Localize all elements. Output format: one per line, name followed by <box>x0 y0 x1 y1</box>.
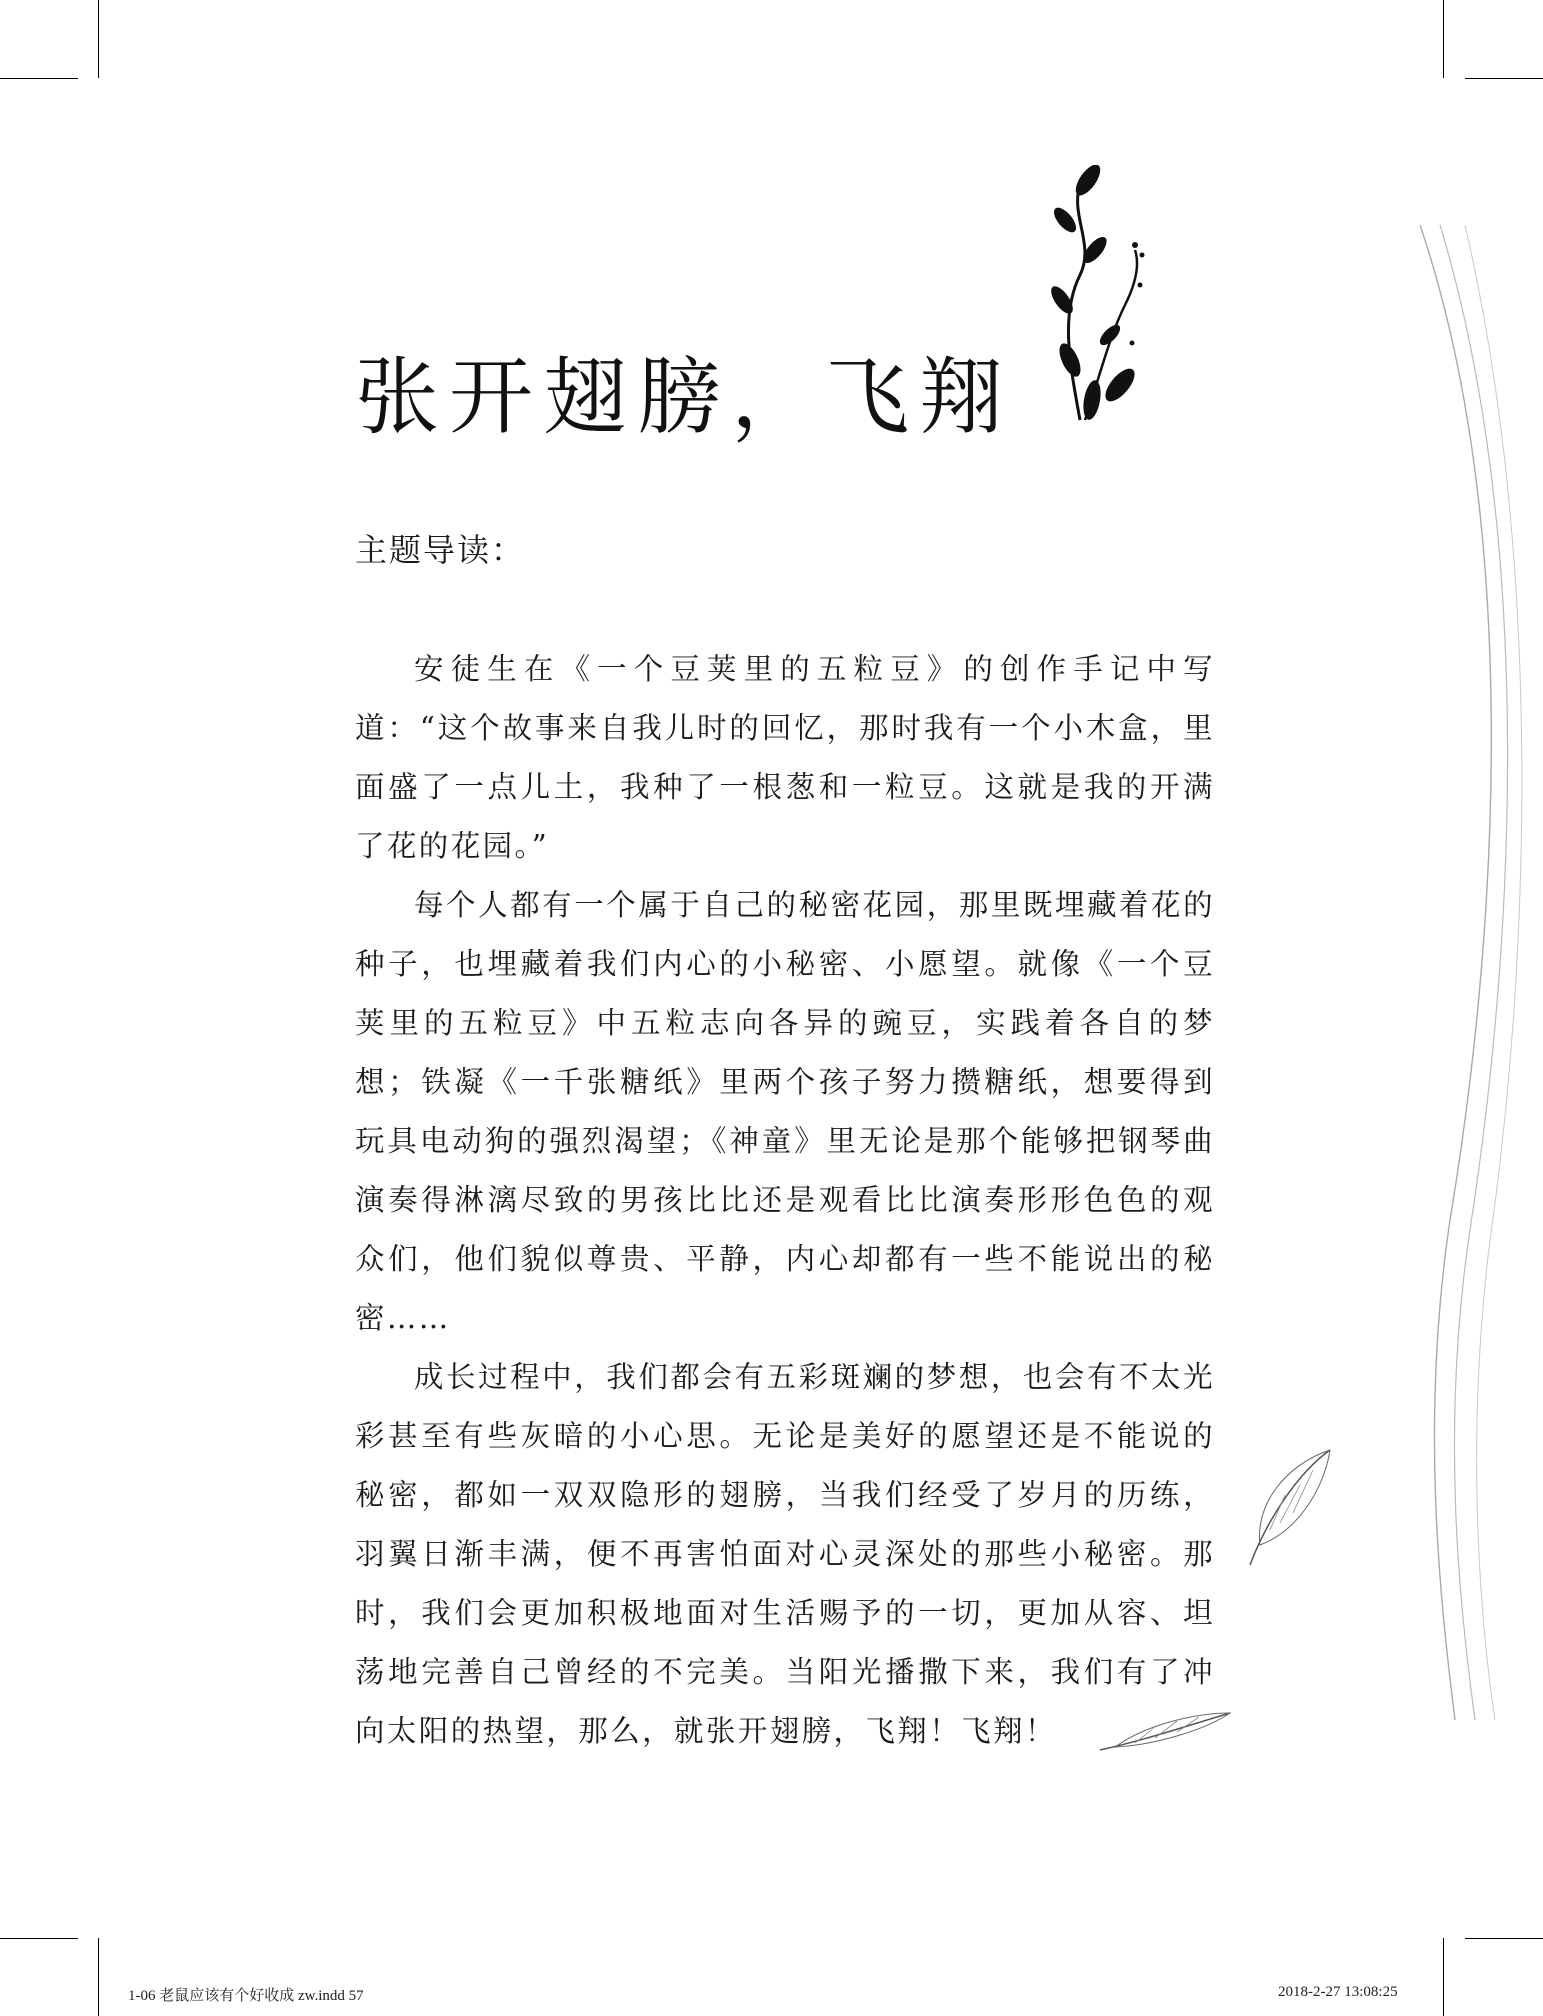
page-title: 张开翅膀，飞翔 <box>355 348 1014 446</box>
crop-mark-top-right-h <box>1465 78 1543 79</box>
body-text <box>355 640 1215 1761</box>
crop-mark-bottom-left-v <box>98 1938 99 2016</box>
vine-decoration <box>1040 165 1150 425</box>
crop-mark-bottom-right-v <box>1443 1938 1444 2016</box>
guide-label: 主题导读： <box>355 531 526 569</box>
feather-decoration-upper <box>1245 1445 1335 1570</box>
crop-mark-top-left-v <box>98 0 99 78</box>
crop-mark-bottom-right-h <box>1465 1938 1543 1939</box>
paragraph-2: 每个人都有一个属于自己的秘密花园，那里既埋藏着花的种子，也埋藏着我们内心的小秘密、小愿望。就像《一个豆荚里的五粒豆》中五粒志向各异的豌豆，实践着各自的梦想；铁凝《一千张糖纸》里两个孩子努力攒糖纸，想要得到玩具电动狗的强烈渴望；《神童》里无论是那个能够把钢琴曲演奏得淋漓尽致的男孩比比还是观看比比演奏形形色色的观众们，他们貌似尊贵、平静，内心却都有一些不能说出的秘密…… <box>355 888 1215 1335</box>
decorative-curves <box>1380 220 1543 1720</box>
paragraph-1: 安徒生在《一个豆荚里的五粒豆》的创作手记中写道：“这个故事来自我儿时的回忆，那时我有一个小木盒，里面盛了一点儿土，我种了一根葱和一粒豆。这就是我的开满了花的花园。” <box>355 652 1215 863</box>
paragraph-3: 成长过程中，我们都会有五彩斑斓的梦想，也会有不太光彩甚至有些灰暗的小心思。无论是美好的愿望还是不能说的秘密，都如一双双隐形的翅膀，当我们经受了岁月的历练，羽翼日渐丰满，便不再害怕面对心灵深处的那些小秘密。那时，我们会更加积极地面对生活赐予的一切，更加从容、坦荡地完善自己曾经的不完美。当阳光播撒下来，我们有了冲向太阳的热望，那么，就张开翅膀，飞翔！飞翔！ <box>355 1360 1215 1748</box>
footer-file-info: 1-06 老鼠应该有个好收成 zw.indd 57 <box>128 1988 364 2004</box>
crop-mark-top-right-v <box>1443 0 1444 78</box>
crop-mark-top-left-h <box>0 78 78 79</box>
footer-timestamp: 2018-2-27 13:08:25 <box>1278 1984 1398 2000</box>
crop-mark-bottom-left-h <box>0 1938 78 1939</box>
